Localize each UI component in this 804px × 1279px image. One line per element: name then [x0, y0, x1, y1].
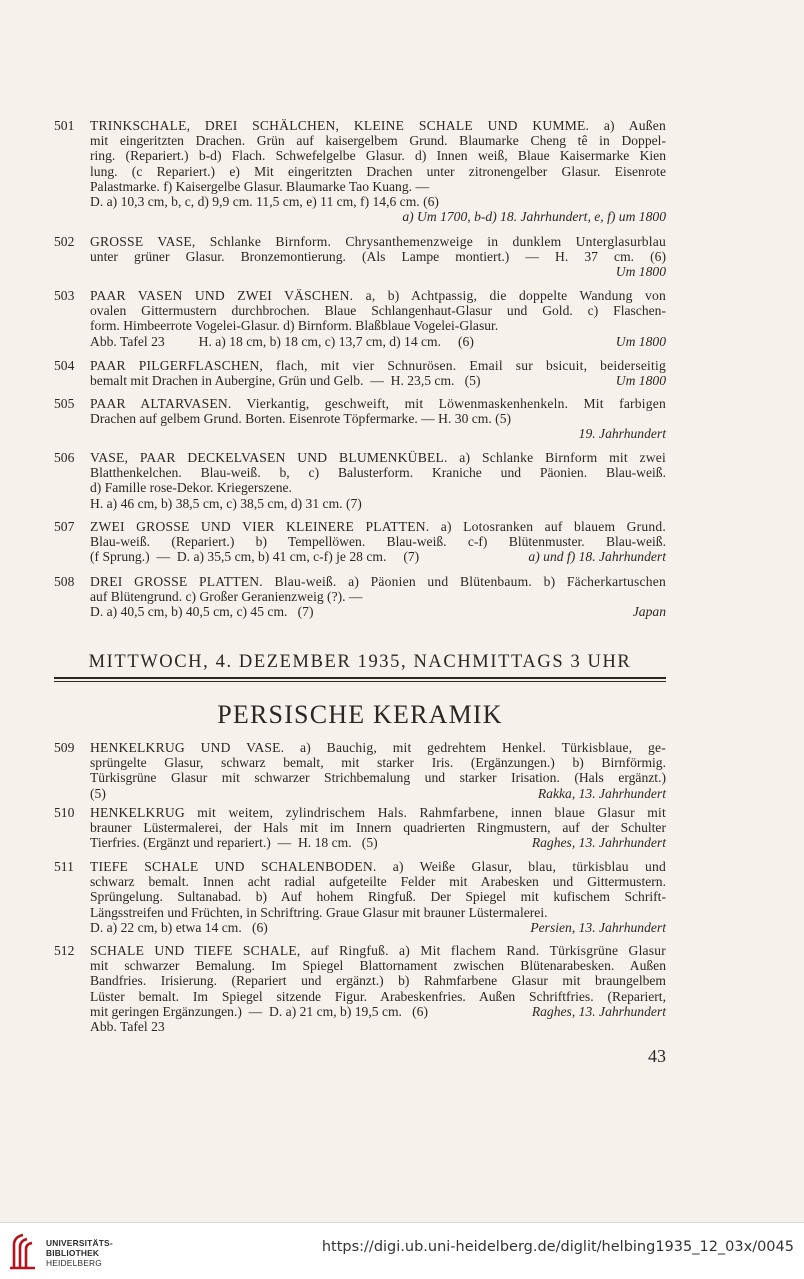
entry-date: Um 1800: [615, 373, 666, 389]
entry-title-line: TIEFE SCHALE UND SCHALENBODEN. a) Weiße Glasur, blau, türkisblau und: [90, 859, 666, 874]
library-name-line: BIBLIOTHEK: [46, 1248, 100, 1258]
entry-511: [54, 859, 666, 935]
entry-number: 511: [54, 859, 74, 874]
entry-number: 510: [54, 805, 75, 820]
entry-505: [54, 396, 666, 442]
plate-reference: Abb. Tafel 23: [90, 1019, 165, 1035]
page-number: 43: [648, 1046, 666, 1066]
entry-503: [54, 288, 666, 349]
entry-number: 501: [54, 118, 75, 133]
library-name: [46, 1238, 113, 1268]
entry-text-line: mit eingeritzten Drachen. Grün auf kaisergelbem Grund. Blaumarke Cheng tê in Doppel-: [90, 133, 666, 149]
entry-text-line: Palastmarke. f) Kaisergelbe Glasur. Blaumarke Tao Kuang. —: [90, 178, 430, 194]
entry-text-line: Sprüngelung. Sultanabad. b) Auf hohem Ringfuß. Der Spiegel mit kufischem Schrift-: [90, 889, 666, 905]
entry-512: [54, 943, 666, 1034]
entry-number: 509: [54, 740, 75, 755]
entry-date: Japan: [632, 604, 666, 620]
entry-title-line: PAAR PILGERFLASCHEN, flach, mit vier Schnurösen. Email sur bsicuit, beiderseitig: [90, 358, 666, 373]
entry-text-line: form. Himbeerrote Vogelei-Glasur. d) Birnform. Blaßblaue Vogelei-Glasur.: [90, 318, 499, 334]
entry-text-line: ovalen Gittermustern durchbrochen. Blaue Schlangenhaut-Glasur und Gold. c) Flaschen-: [90, 303, 666, 319]
entry-dimensions: Tierfries. (Ergänzt und repariert.) — H. 18 cm. (5): [90, 835, 378, 851]
entry-date: Rakka, 13. Jahrhundert: [537, 785, 666, 801]
entry-dimensions: (5): [90, 785, 106, 801]
entry-text-line: Blatthenkelchen. Blau-weiß. b, c) Balusterform. Kraniche und Päonien. Blau-weiß.: [90, 465, 666, 481]
entry-text-line: D. a) 10,3 cm, b, c, d) 9,9 cm. 11,5 cm, e) 11 cm, f) 14,6 cm. (6): [90, 194, 439, 210]
entry-title-line: VASE, PAAR DECKELVASEN UND BLUMENKÜBEL. a) Schlanke Birnform mit zwei: [90, 450, 666, 465]
entry-date: a) und f) 18. Jahrhundert: [528, 549, 666, 565]
entry-date: Um 1800: [615, 264, 666, 280]
entry-dimensions: D. a) 40,5 cm, b) 40,5 cm, c) 45 cm. (7): [90, 604, 314, 620]
entry-text-line: ring. (Repariert.) b-d) Flach. Schwefelgelbe Glasur. d) Innen weiß, Blaue Kaisermarke Kien: [90, 148, 666, 164]
entry-text-line: mit schwarzer Bemalung. Im Spiegel Blattornament zwischen Blütenarabesken. Außen: [90, 958, 666, 974]
entry-date: Um 1800: [615, 333, 666, 349]
university-library-logo-icon: [8, 1231, 38, 1271]
entry-text-line: brauner Lüstermalerei, der Hals mit im Innern quadrierten Ringmustern, auf der Schulter: [90, 820, 666, 836]
entry-text-line: Bandfries. Irisierung. (Repariert und ergänzt.) b) Rahmfarbene Glasur mit braungelbem: [90, 973, 666, 989]
entry-last-line: [90, 786, 666, 801]
entry-508: [54, 574, 666, 620]
entry-title-line: TRINKSCHALE, DREI SCHÄLCHEN, KLEINE SCHALE UND KUMME. a) Außen: [90, 118, 666, 133]
entry-last-line: [90, 373, 666, 388]
entry-507: [54, 519, 666, 565]
entry-dimensions: bemalt mit Drachen in Aubergine, Grün und Gelb. — H. 23,5 cm. (5): [90, 373, 481, 389]
entry-title-line: HENKELKRUG mit weitem, zylindrischem Hals. Rahmfarbene, innen blaue Glasur mit: [90, 805, 666, 820]
entry-509: [54, 740, 666, 801]
entry-number: 504: [54, 358, 75, 373]
entry-date: Raghes, 13. Jahrhundert: [531, 835, 666, 851]
entry-text-line: Längsstreifen und Früchten, in Schriftring. Graue Glasur mit brauner Lüstermalerei.: [90, 904, 548, 920]
auction-session-heading: MITTWOCH, 4. DEZEMBER 1935, NACHMITTAGS 3 UHR: [88, 652, 632, 672]
entry-text-line: d) Famille rose-Dekor. Kriegerszene.: [90, 480, 292, 496]
entry-502: [54, 234, 666, 280]
entry-title-line: ZWEI GROSSE UND VIER KLEINERE PLATTEN. a) Lotosranken auf blauem Grund.: [90, 519, 666, 534]
entry-title-line: HENKELKRUG UND VASE. a) Bauchig, mit gedrehtem Henkel. Türkisblaue, ge-: [90, 740, 666, 755]
entry-last-line: [90, 920, 666, 935]
entry-date: 19. Jahrhundert: [578, 426, 666, 442]
entry-504: [54, 358, 666, 388]
entry-number: 508: [54, 574, 75, 589]
entry-text-line: H. a) 46 cm, b) 38,5 cm, c) 38,5 cm, d) 31 cm. (7): [90, 495, 362, 511]
entry-date: a) Um 1700, b-d) 18. Jahrhundert, e, f) um 1800: [402, 209, 666, 225]
entry-dimensions: Abb. Tafel 23 H. a) 18 cm, b) 18 cm, c) 13,7 cm, d) 14 cm. (6): [90, 333, 474, 349]
entry-last-line: [90, 1004, 666, 1019]
entry-text-line: Lüster bemalt. Im Spiegel sitzende Figur. Arabeskenfries. Außen Schriftfries. (Repariert,: [90, 988, 666, 1004]
entry-number: 505: [54, 396, 75, 411]
entry-last-line: [90, 549, 666, 564]
entry-text-line: lung. (c Repariert.) e) Mit eingeritzten Drachen unter zitronengelber Glasur. Eisenrote: [90, 163, 666, 179]
entry-title-line: PAAR VASEN UND ZWEI VÄSCHEN. a, b) Achtpassig, die doppelte Wandung von: [90, 288, 666, 303]
entry-title-line: SCHALE UND TIEFE SCHALE, auf Ringfuß. a) Mit flachem Rand. Türkisgrüne Glasur: [90, 943, 666, 958]
heading-rule: [54, 677, 666, 679]
entry-506: [54, 450, 666, 511]
heading-rule-thin: [54, 681, 666, 682]
entry-text-line: Drachen auf gelbem Grund. Borten. Eisenrote Töpfermarke. — H. 30 cm. (5): [90, 411, 512, 427]
entry-last-line: [90, 604, 666, 619]
entry-date: Raghes, 13. Jahrhundert: [531, 1003, 666, 1019]
library-name-line: UNIVERSITÄTS-: [46, 1238, 113, 1248]
entry-text-line: auf Blütengrund. c) Großer Geranienzweig (?). —: [90, 589, 363, 605]
entry-501: [54, 118, 666, 224]
section-title: PERSISCHE KERAMIK: [217, 700, 503, 729]
entry-dimensions: (f Sprung.) — D. a) 35,5 cm, b) 41 cm, c-f) je 28 cm. (7): [90, 549, 420, 565]
entry-text-line: sprüngelte Glasur, schwarz bemalt, mit starker Iris. (Ergänzungen.) b) Birnförmig.: [90, 755, 666, 771]
entry-text-line: unter grüner Glasur. Bronzemontierung. (Als Lampe montiert.) — H. 37 cm. (6): [90, 249, 666, 265]
entry-text-line: Türkisgrüne Glasur mit schwarzer Strichbemalung und starker Irisation. (Hals ergänzt.): [90, 770, 666, 786]
entry-title-line: DREI GROSSE PLATTEN. Blau-weiß. a) Päonien und Blütenbaum. b) Fächerkartuschen: [90, 574, 666, 589]
entry-last-line: [90, 334, 666, 349]
entry-number: 512: [54, 943, 75, 958]
entry-text-line: schwarz bemalt. Innen acht radial aufgeteilte Felder mit Arabesken und Gittermustern.: [90, 874, 666, 890]
digitization-footer: [0, 1222, 804, 1279]
entry-title-line: GROSSE VASE, Schlanke Birnform. Chrysanthemenzweige in dunklem Unterglasurblau: [90, 234, 666, 249]
entry-dimensions: D. a) 22 cm, b) etwa 14 cm. (6): [90, 919, 268, 935]
entry-text-line: Blau-weiß. (Repariert.) b) Tempellöwen. Blau-weiß. c-f) Blütenmuster. Blau-weiß.: [90, 534, 666, 550]
entry-number: 507: [54, 519, 75, 534]
entry-date: Persien, 13. Jahrhundert: [530, 919, 666, 935]
library-name-line: HEIDELBERG: [46, 1258, 102, 1268]
entry-last-line: [90, 835, 666, 850]
entry-number: 506: [54, 450, 75, 465]
entry-number: 502: [54, 234, 75, 249]
entry-number: 503: [54, 288, 75, 303]
entry-510: [54, 805, 666, 851]
source-url-link[interactable]: https://digi.ub.uni-heidelberg.de/diglit/helbing1935_12_03x/0045: [321, 1239, 794, 1255]
entry-dimensions: mit geringen Ergänzungen.) — D. a) 21 cm, b) 19,5 cm. (6): [90, 1003, 428, 1019]
entry-title-line: PAAR ALTARVASEN. Vierkantig, geschweift, mit Löwenmaskenhenkeln. Mit farbigen: [90, 396, 666, 411]
